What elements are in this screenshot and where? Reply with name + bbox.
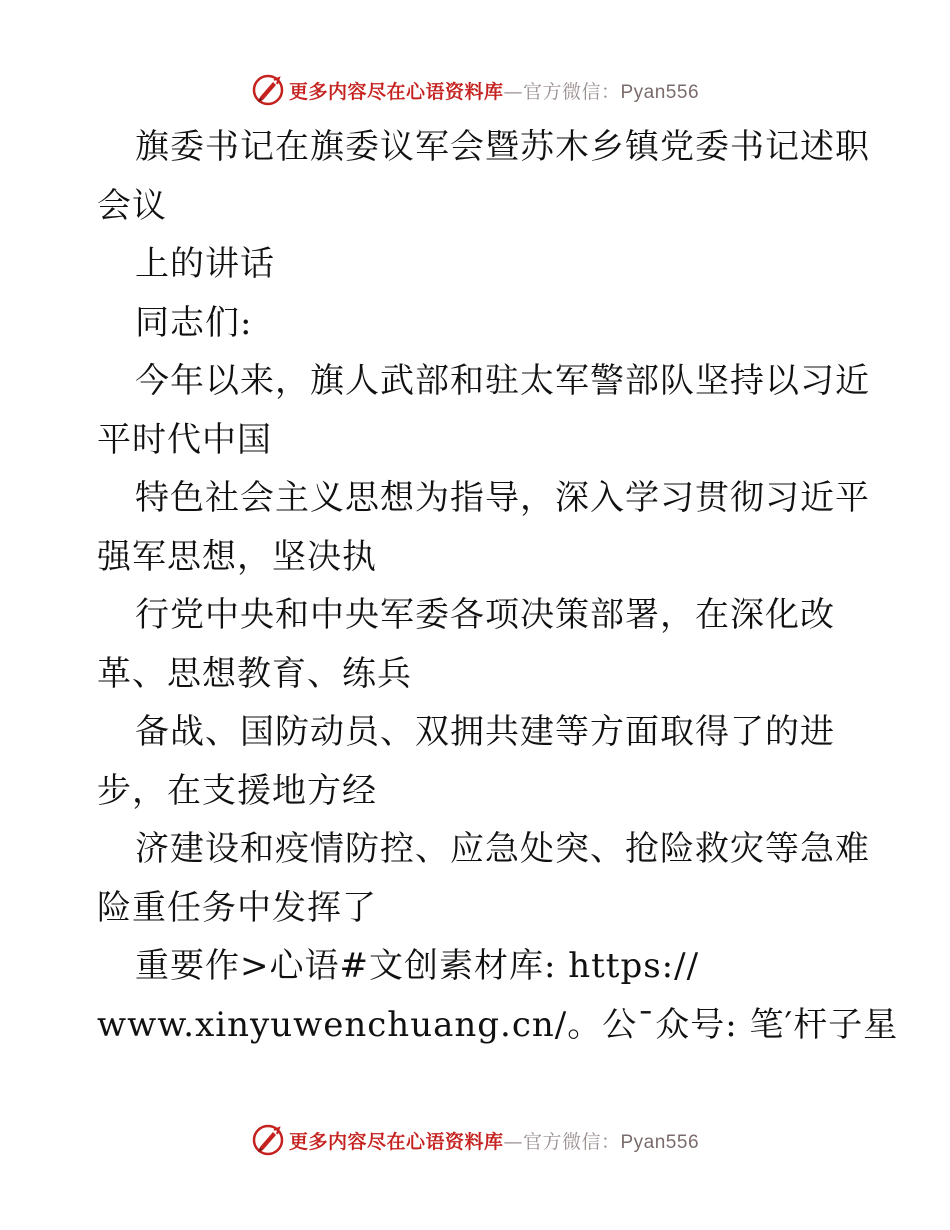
watermark-id: Pyan556 xyxy=(620,81,700,103)
document-body xyxy=(97,118,899,1054)
text-line: 特色社会主义思想为指导，深入学习贯彻习近平 xyxy=(135,478,870,518)
text-line: 步，在支援地方经 xyxy=(97,770,377,811)
watermark-dash: — xyxy=(503,1130,523,1153)
text-line: 革、思想教育、练兵 xyxy=(97,653,412,694)
watermark-red-text: 更多内容尽在心语资料库 xyxy=(288,80,504,103)
text-line: 平时代中国 xyxy=(97,419,272,460)
text-line: www.xinyuwenchuang.cn/。公¯众号: 笔′杆子星 xyxy=(97,1004,899,1045)
watermark-id: Pyan556 xyxy=(620,1131,700,1153)
footer-watermark-banner xyxy=(0,1120,950,1160)
watermark-gray-text: 官方微信： xyxy=(522,1130,621,1153)
text-line: 济建设和疫情防控、应急处突、抢险救灾等急难 xyxy=(135,829,870,869)
text-line: 险重任务中发挥了 xyxy=(97,887,377,928)
text-line: 重要作>心语#文创素材库: https:// xyxy=(135,946,700,986)
watermark-red-text: 更多内容尽在心语资料库 xyxy=(288,1130,504,1153)
text-line: 上的讲话 xyxy=(135,244,275,284)
text-line: 会议 xyxy=(97,185,167,226)
text-line: 旗委书记在旗委议军会暨苏木乡镇党委书记述职 xyxy=(135,127,870,167)
watermark-gray-text: 官方微信： xyxy=(522,80,621,103)
quill-logo-icon xyxy=(251,1123,285,1157)
text-line: 今年以来，旗人武部和驻太军警部队坚持以习近 xyxy=(135,361,870,401)
watermark-text xyxy=(289,1127,699,1154)
text-line: 同志们: xyxy=(135,302,253,343)
watermark-text xyxy=(289,77,699,104)
watermark-dash: — xyxy=(503,80,523,103)
quill-logo-icon xyxy=(251,73,285,107)
text-line: 行党中央和中央军委各项决策部署，在深化改 xyxy=(135,595,835,635)
text-line: 强军思想，坚决执 xyxy=(97,536,377,577)
text-line: 备战、国防动员、双拥共建等方面取得了的进 xyxy=(135,712,835,752)
header-watermark-banner xyxy=(0,70,950,110)
